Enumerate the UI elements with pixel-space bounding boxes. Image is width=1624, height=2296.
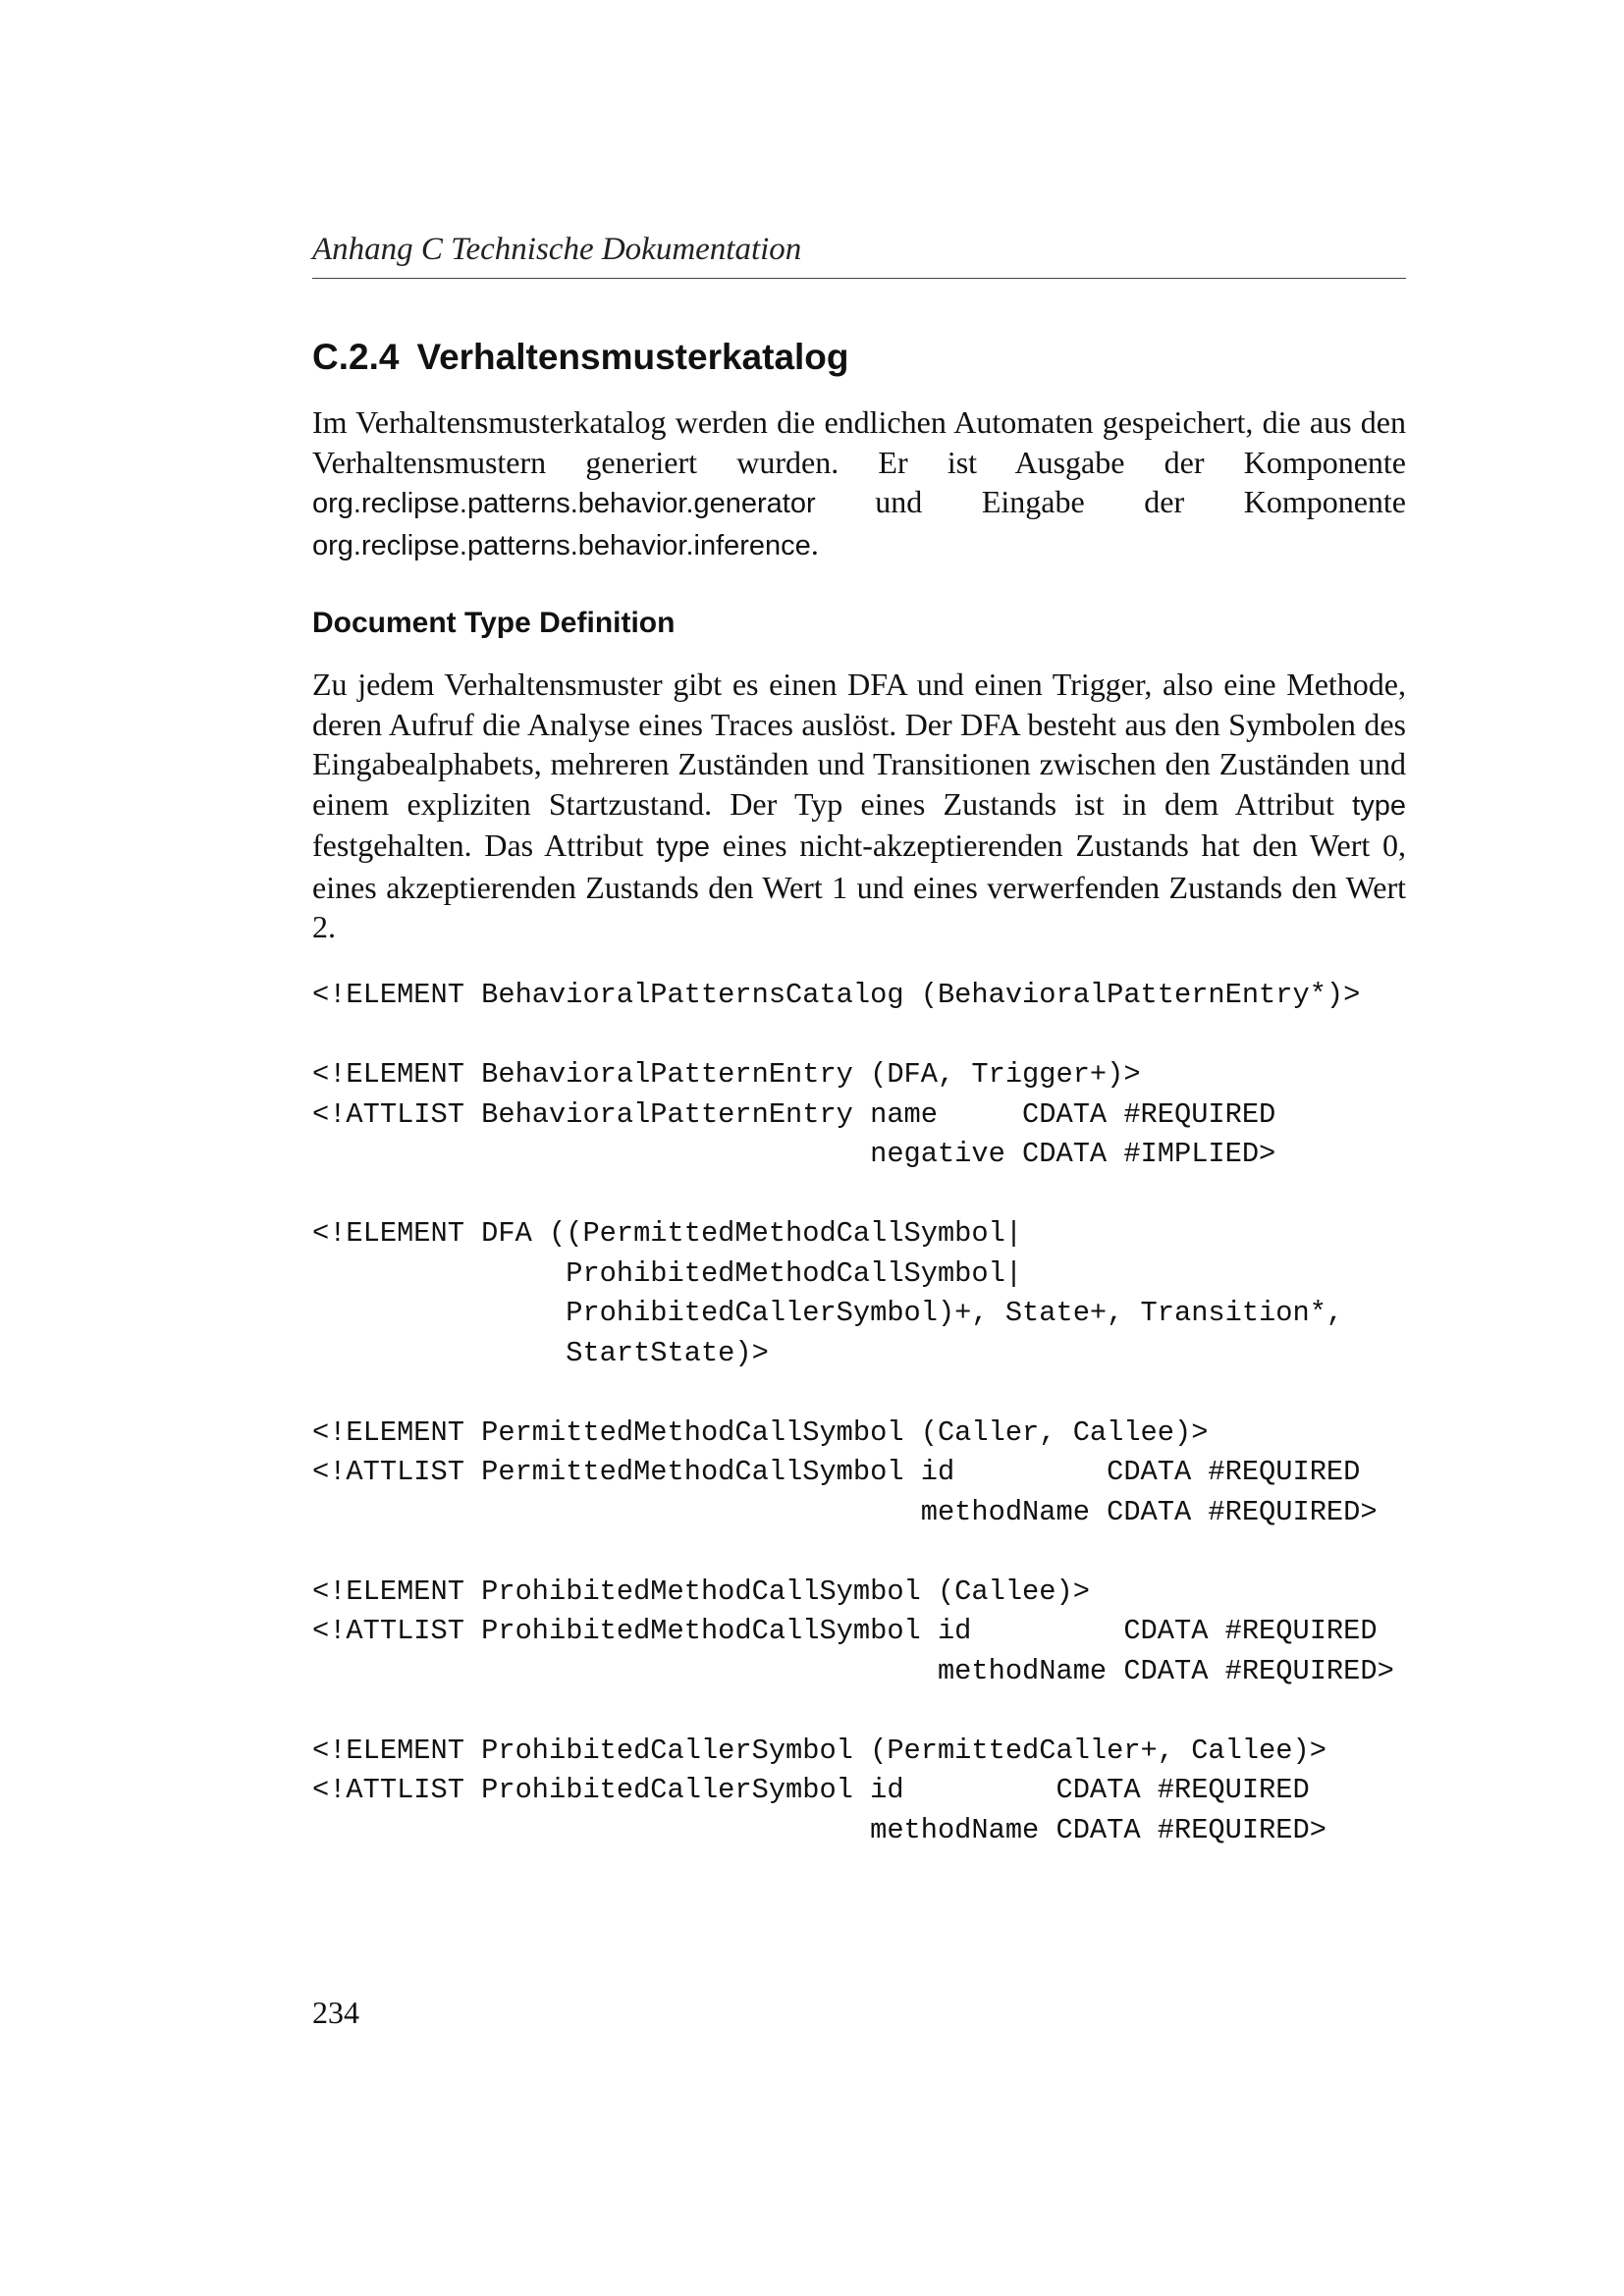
code-line: <!ATTLIST BehavioralPatternEntry name CDATA #REQUIRED	[312, 1097, 1276, 1131]
code-line: <!ATTLIST ProhibitedMethodCallSymbol id CDATA #REQUIRED	[312, 1615, 1378, 1647]
code-line: <!ELEMENT ProhibitedCallerSymbol (PermittedCaller+, Callee)>	[312, 1734, 1326, 1767]
dtd-intro-paragraph	[312, 665, 1406, 947]
code-line: ProhibitedMethodCallSymbol|	[312, 1256, 1023, 1290]
header-rule	[312, 278, 1406, 279]
dtd-intro-text-1: Zu jedem Verhaltensmuster gibt es einen DFA und einen Trigger, also eine Methode, deren Aufruf die Analyse eines Traces auslöst. Der DFA besteht aus den Symbolen des Eingabealphabets, mehreren Zuständen und Transitionen zwischen den Zuständen und einem expliziten Startzustand. Der Typ eines Zustands ist in dem Attribut	[312, 667, 1406, 822]
code-line	[312, 1532, 1406, 1573]
intro-paragraph	[312, 402, 1406, 565]
code-line	[312, 1691, 1406, 1732]
section-heading	[312, 334, 1406, 381]
code-line: negative CDATA #IMPLIED>	[312, 1138, 1276, 1170]
code-line: <!ELEMENT DFA ((PermittedMethodCallSymbol|	[312, 1217, 1023, 1250]
page-number: 234	[312, 1995, 359, 2030]
code-line	[312, 1016, 1406, 1056]
code-line: StartState)>	[312, 1336, 769, 1369]
code-line: methodName CDATA #REQUIRED>	[312, 1654, 1394, 1687]
attribute-type-1: type	[1352, 789, 1406, 822]
section-title: Verhaltensmusterkatalog	[416, 337, 849, 377]
code-line: <!ELEMENT ProhibitedMethodCallSymbol (Callee)>	[312, 1575, 1090, 1608]
intro-text-1: Im Verhaltensmusterkatalog werden die endlichen Automaten gespeichert, die aus den Verhaltensmustern generiert wurden. Er ist Ausgabe der Komponente	[312, 404, 1406, 480]
code-line: <!ELEMENT BehavioralPatternEntry (DFA, Trigger+)>	[312, 1058, 1141, 1091]
code-line	[312, 1175, 1406, 1215]
intro-text-3: .	[810, 525, 819, 561]
subsection-heading: Document Type Definition	[312, 607, 676, 639]
intro-text-2: und Eingabe der Komponente	[815, 484, 1406, 519]
code-line: <!ATTLIST PermittedMethodCallSymbol id CDATA #REQUIRED	[312, 1456, 1361, 1488]
dtd-intro-text-2: festgehalten. Das Attribut	[312, 828, 657, 863]
component-generator: org.reclipse.patterns.behavior.generator	[312, 488, 816, 519]
code-line: methodName CDATA #REQUIRED>	[312, 1495, 1378, 1528]
code-line: <!ATTLIST ProhibitedCallerSymbol id CDATA #REQUIRED	[312, 1774, 1310, 1806]
section-number: C.2.4	[312, 337, 400, 377]
code-line	[312, 1373, 1406, 1414]
code-line: <!ELEMENT PermittedMethodCallSymbol (Caller, Callee)>	[312, 1415, 1209, 1449]
component-inference: org.reclipse.patterns.behavior.inference	[312, 529, 811, 561]
attribute-type-2: type	[656, 831, 711, 863]
dtd-code-block	[312, 976, 1406, 1850]
running-header: Anhang C Technische Dokumentation	[312, 232, 802, 267]
code-line: <!ELEMENT BehavioralPatternsCatalog (BehavioralPatternEntry*)>	[312, 979, 1361, 1011]
dtd-intro-text-3: eines nicht-akzeptierenden Zustands hat den Wert 0, eines akzeptierenden Zustands den Wert 1 und eines verwerfenden Zustands den Wert 2.	[312, 828, 1407, 944]
code-line: ProhibitedCallerSymbol)+, State+, Transition*,	[312, 1297, 1344, 1329]
code-line: methodName CDATA #REQUIRED>	[312, 1813, 1326, 1846]
